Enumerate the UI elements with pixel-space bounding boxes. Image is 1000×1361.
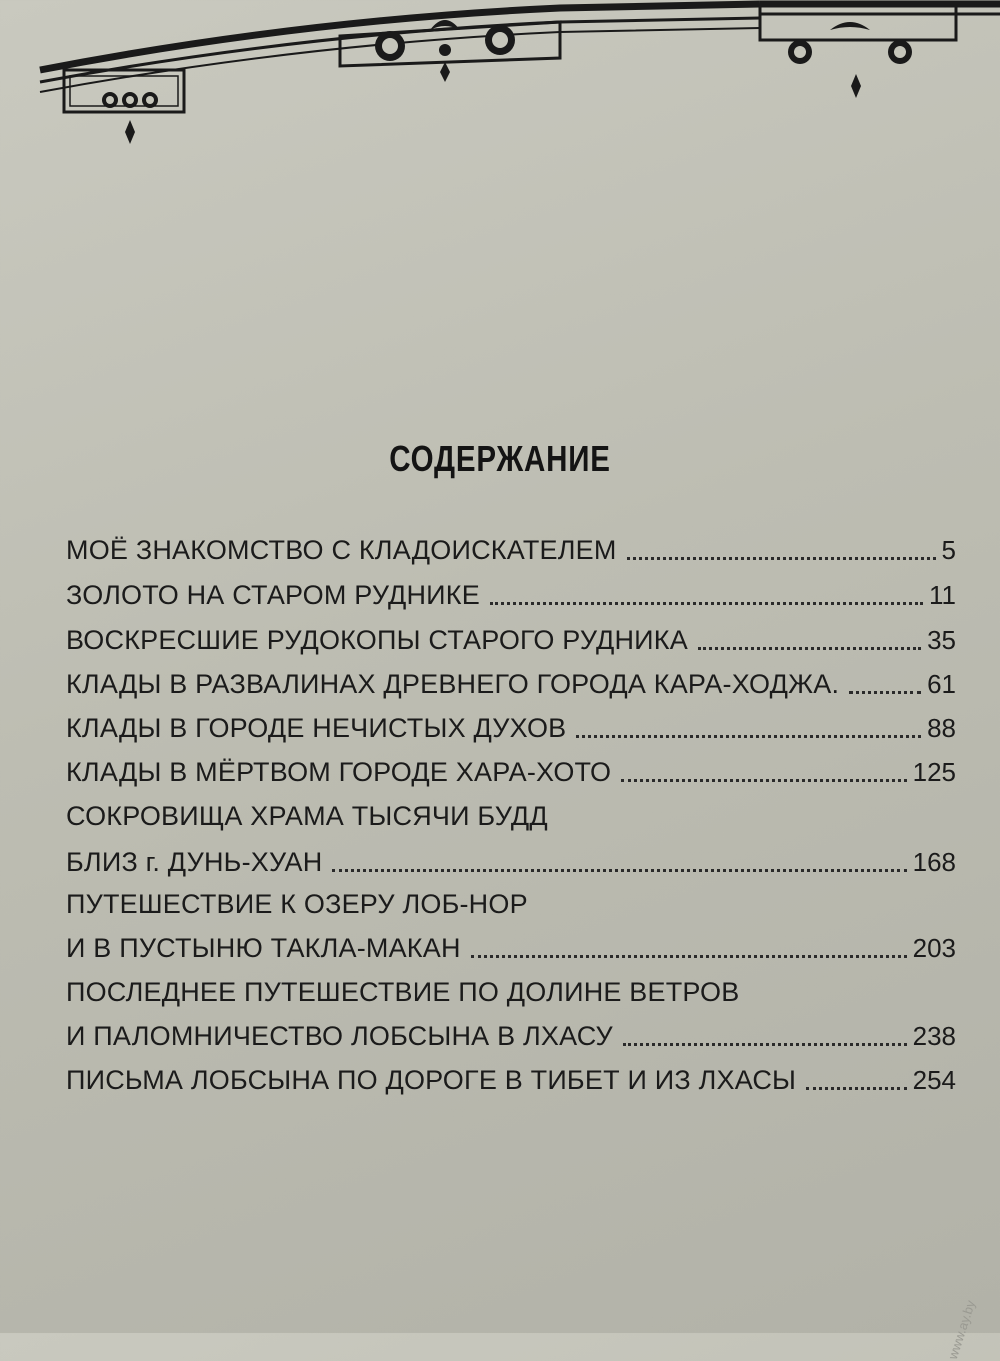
toc-entry-title: КЛАДЫ В ГОРОДЕ НЕЧИСТЫХ ДУХОВ: [66, 713, 567, 743]
toc-entry-title-cont: БЛИЗ г. ДУНЬ-ХУАН: [66, 847, 323, 877]
toc-entry-page: 61: [927, 669, 956, 699]
toc-entry-title-cont: И В ПУСТЫНЮ ТАКЛА-МАКАН: [66, 933, 461, 963]
toc-entry: [66, 526, 956, 566]
toc-entry: [66, 1056, 956, 1096]
dot-leader: [806, 1087, 906, 1090]
toc-entry-page: 5: [941, 535, 956, 565]
toc-entry: [66, 704, 956, 744]
toc-entry: [66, 1012, 956, 1052]
toc-entry-title: ПУТЕШЕСТВИЕ К ОЗЕРУ ЛОБ-НОР: [66, 889, 528, 919]
dot-leader: [623, 1043, 907, 1046]
toc-entry: [66, 571, 956, 611]
toc-entry-title: КЛАДЫ В РАЗВАЛИНАХ ДРЕВНЕГО ГОРОДА КАРА-ХОДЖА.: [66, 669, 840, 699]
toc-entry-title: ПОСЛЕДНЕЕ ПУТЕШЕСТВИЕ ПО ДОЛИНЕ ВЕТРОВ: [66, 977, 740, 1007]
toc-entry: [66, 838, 956, 878]
toc-entry: [66, 924, 956, 964]
header-ornament: [0, 0, 1000, 160]
toc-entry-title: ВОСКРЕСШИЕ РУДОКОПЫ СТАРОГО РУДНИКА: [66, 625, 688, 655]
toc-entry-page: 254: [912, 1065, 956, 1095]
toc-entry-line1: [66, 968, 956, 1008]
page-title: СОДЕРЖАНИЕ: [389, 438, 611, 479]
toc-entry-page: 11: [929, 580, 956, 610]
toc-entry-title: КЛАДЫ В МЁРТВОМ ГОРОДЕ ХАРА-ХОТО: [66, 757, 612, 787]
dot-leader: [627, 557, 936, 560]
toc-entry-title-cont: И ПАЛОМНИЧЕСТВО ЛОБСЫНА В ЛХАСУ: [66, 1021, 613, 1051]
dot-leader: [621, 779, 906, 782]
toc-entry-page: 203: [912, 933, 956, 963]
toc-entry-page: 35: [927, 625, 956, 655]
dot-leader: [576, 735, 921, 738]
dot-leader: [471, 955, 907, 958]
dot-leader: [698, 647, 921, 650]
dot-leader: [849, 691, 921, 694]
watermark: www.ay.by: [944, 1298, 978, 1361]
toc-entry-page: 88: [927, 713, 956, 743]
toc-entry-page: 125: [912, 757, 956, 787]
toc-entry: [66, 748, 956, 788]
toc-entry-title: МОЁ ЗНАКОМСТВО С КЛАДОИСКАТЕЛЕМ: [66, 535, 617, 565]
toc-entry-title: ЗОЛОТО НА СТАРОМ РУДНИКЕ: [66, 580, 480, 610]
toc-entry-line1: [66, 880, 956, 920]
toc-entry-line1: [66, 792, 956, 832]
dot-leader: [490, 602, 923, 605]
dot-leader: [332, 869, 906, 872]
toc-entry: [66, 616, 956, 656]
toc-entry-title: ПИСЬМА ЛОБСЫНА ПО ДОРОГЕ В ТИБЕТ И ИЗ ЛХАСЫ: [66, 1065, 797, 1095]
toc-entry-title: СОКРОВИЩА ХРАМА ТЫСЯЧИ БУДД: [66, 801, 548, 831]
toc-entry: [66, 660, 956, 700]
toc-entry-page: 168: [912, 847, 956, 877]
toc-entry-page: 238: [912, 1021, 956, 1051]
